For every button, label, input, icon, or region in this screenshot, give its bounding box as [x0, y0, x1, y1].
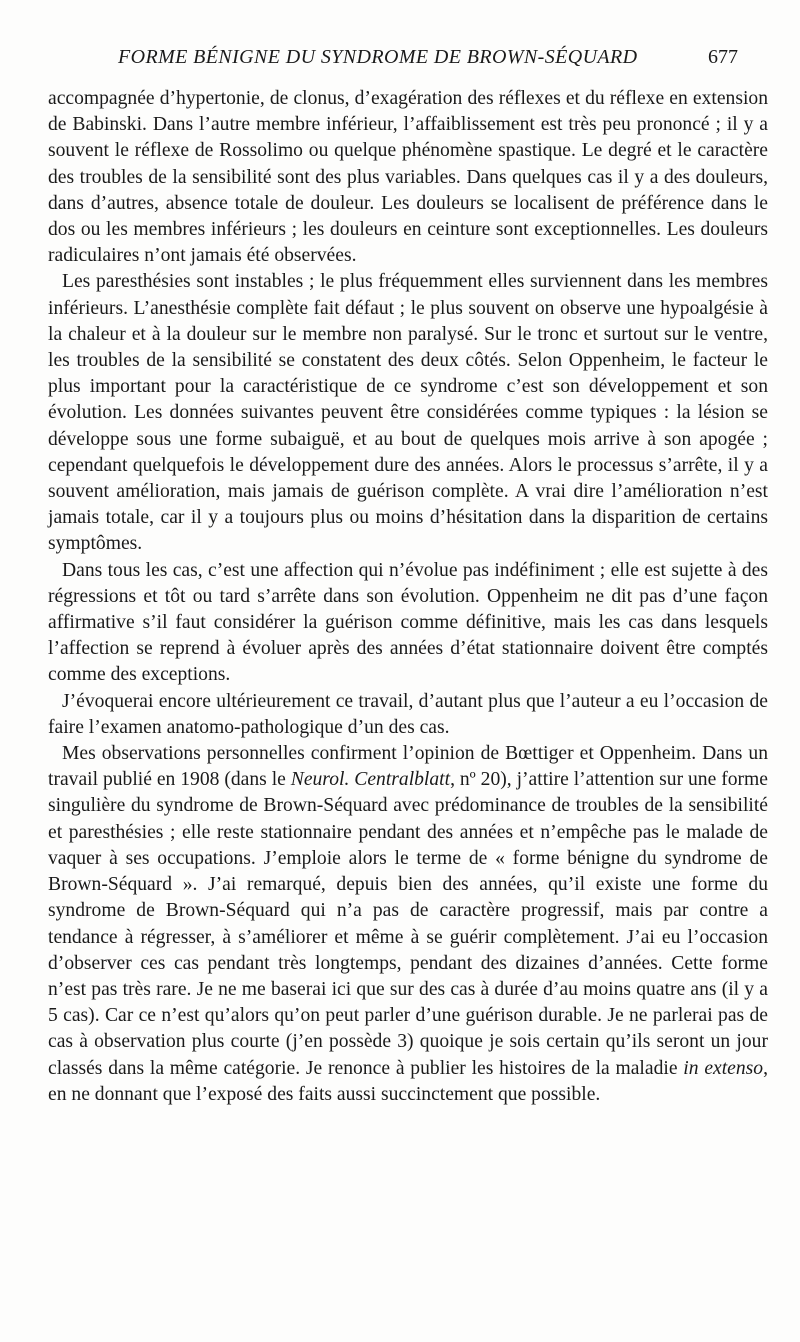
text-run: Mes observations personnelles confirment l’opinion de Bœttiger et Oppenheim. Dans un travail publié en 1908 (dans le	[48, 743, 768, 791]
journal-title: Neurol. Centralblatt	[290, 769, 451, 791]
running-title: FORME BÉNIGNE DU SYNDROME DE BROWN-SÉQUARD	[118, 46, 638, 68]
paragraph-paresthesies: Les paresthésies sont instables ; le plus fréquemment elles surviennent dans les membres inférieurs. L’anesthésie complète fait défaut ; le plus souvent on observe une hypoalgésie à la chaleur et à la douleur sur le membre non paralysé. Sur le tronc et surtout sur le ventre, les troubles de la sensibilité se constatent des deux côtés. Selon Oppenheim, le facteur le plus important pour la caractéristique de ce syndrome c’est son développement et son évolution. Les données suivantes peuvent être considérées comme typiques : la lésion se développe sous une forme subaiguë, et au bout de quelques mois arrive à son apogée ; cependant quelquefois le développement dure des années. Alors le processus s’arrête, il y a souvent amélioration, mais jamais de guérison complète. A vrai dire l’amélioration n’est jamais totale, car il y a toujours plus ou moins d’hésitation dans la disparition de certains symptômes.	[48, 271, 768, 555]
paragraph-evolution: Dans tous les cas, c’est une affection qui n’évolue pas indéfiniment ; elle est sujette à des régressions et tôt ou tard s’arrête dans son évolution. Oppenheim ne dit pas d’une façon affirmative s’il faut considérer la guérison comme définitive, mais les cas dans lesquels l’affection se reprend à évoluer après des années d’état stationnaire doivent être comptés comme des exceptions.	[48, 559, 768, 686]
text-run: , en ne donnant que l’exposé des faits aussi succinctement que possible.	[48, 1057, 768, 1105]
paragraph-observations-personnelles	[48, 741, 768, 1108]
paragraph-anatomo-pathologique: J’évoquerai encore ultérieurement ce travail, d’autant plus que l’auteur a eu l’occasion de faire l’examen anatomo-pathologique d’un des cas.	[48, 690, 768, 738]
paragraph-continuation: accompagnée d’hypertonie, de clonus, d’exagération des réflexes et du réflexe en extension de Babinski. Dans l’autre membre inférieur, l’affaiblissement est très peu prononcé ; il y a souvent le réflexe de Rossolimo ou quelque phénomène spastique. Le degré et le caractère des troubles de la sensibilité sont des plus variables. Dans quelques cas il y a des douleurs, dans d’autres, absence totale de douleur. Les douleurs se localisent de préférence dans le dos ou les membres inférieurs ; les douleurs en ceinture sont exceptionnelles. Les douleurs radiculaires n’ont jamais été observées.	[48, 88, 768, 267]
body-text	[48, 86, 768, 1108]
text-run: , nº 20), j’attire l’attention sur une forme singulière du syndrome de Brown-Séquard avec prédominance de troubles de la sensibilité et paresthésies ; elle reste stationnaire pendant des années et n’empêche pas le malade de vaquer à ses occupations. J’emploie alors le terme de « forme bénigne du syndrome de Brown-Séquard ». J’ai remarqué, depuis bien des années, qu’il existe une forme du syndrome de Brown-Séquard qui n’a pas de caractère progressif, mais par contre a tendance à régresser, à s’améliorer et même à se guérir complètement. J’ai eu l’occasion d’observer ces cas pendant très longtemps, pendant des dizaines d’années. Cette forme n’est pas très rare. Je ne me baserai ici que sur des cas à durée d’au moins quatre ans (il y a 5 cas). Car ce n’est qu’alors qu’on peut parler d’une guérison durable. Je ne parlerai pas de cas à observation plus courte (j’en possède 3) quoique je sois certain qu’ils seront un jour classés dans la même catégorie. Je renonce à publier les histoires de la maladie	[48, 769, 768, 1079]
page-number: 677	[708, 46, 738, 68]
latin-phrase: in extenso	[683, 1057, 764, 1079]
page-header	[118, 46, 738, 74]
